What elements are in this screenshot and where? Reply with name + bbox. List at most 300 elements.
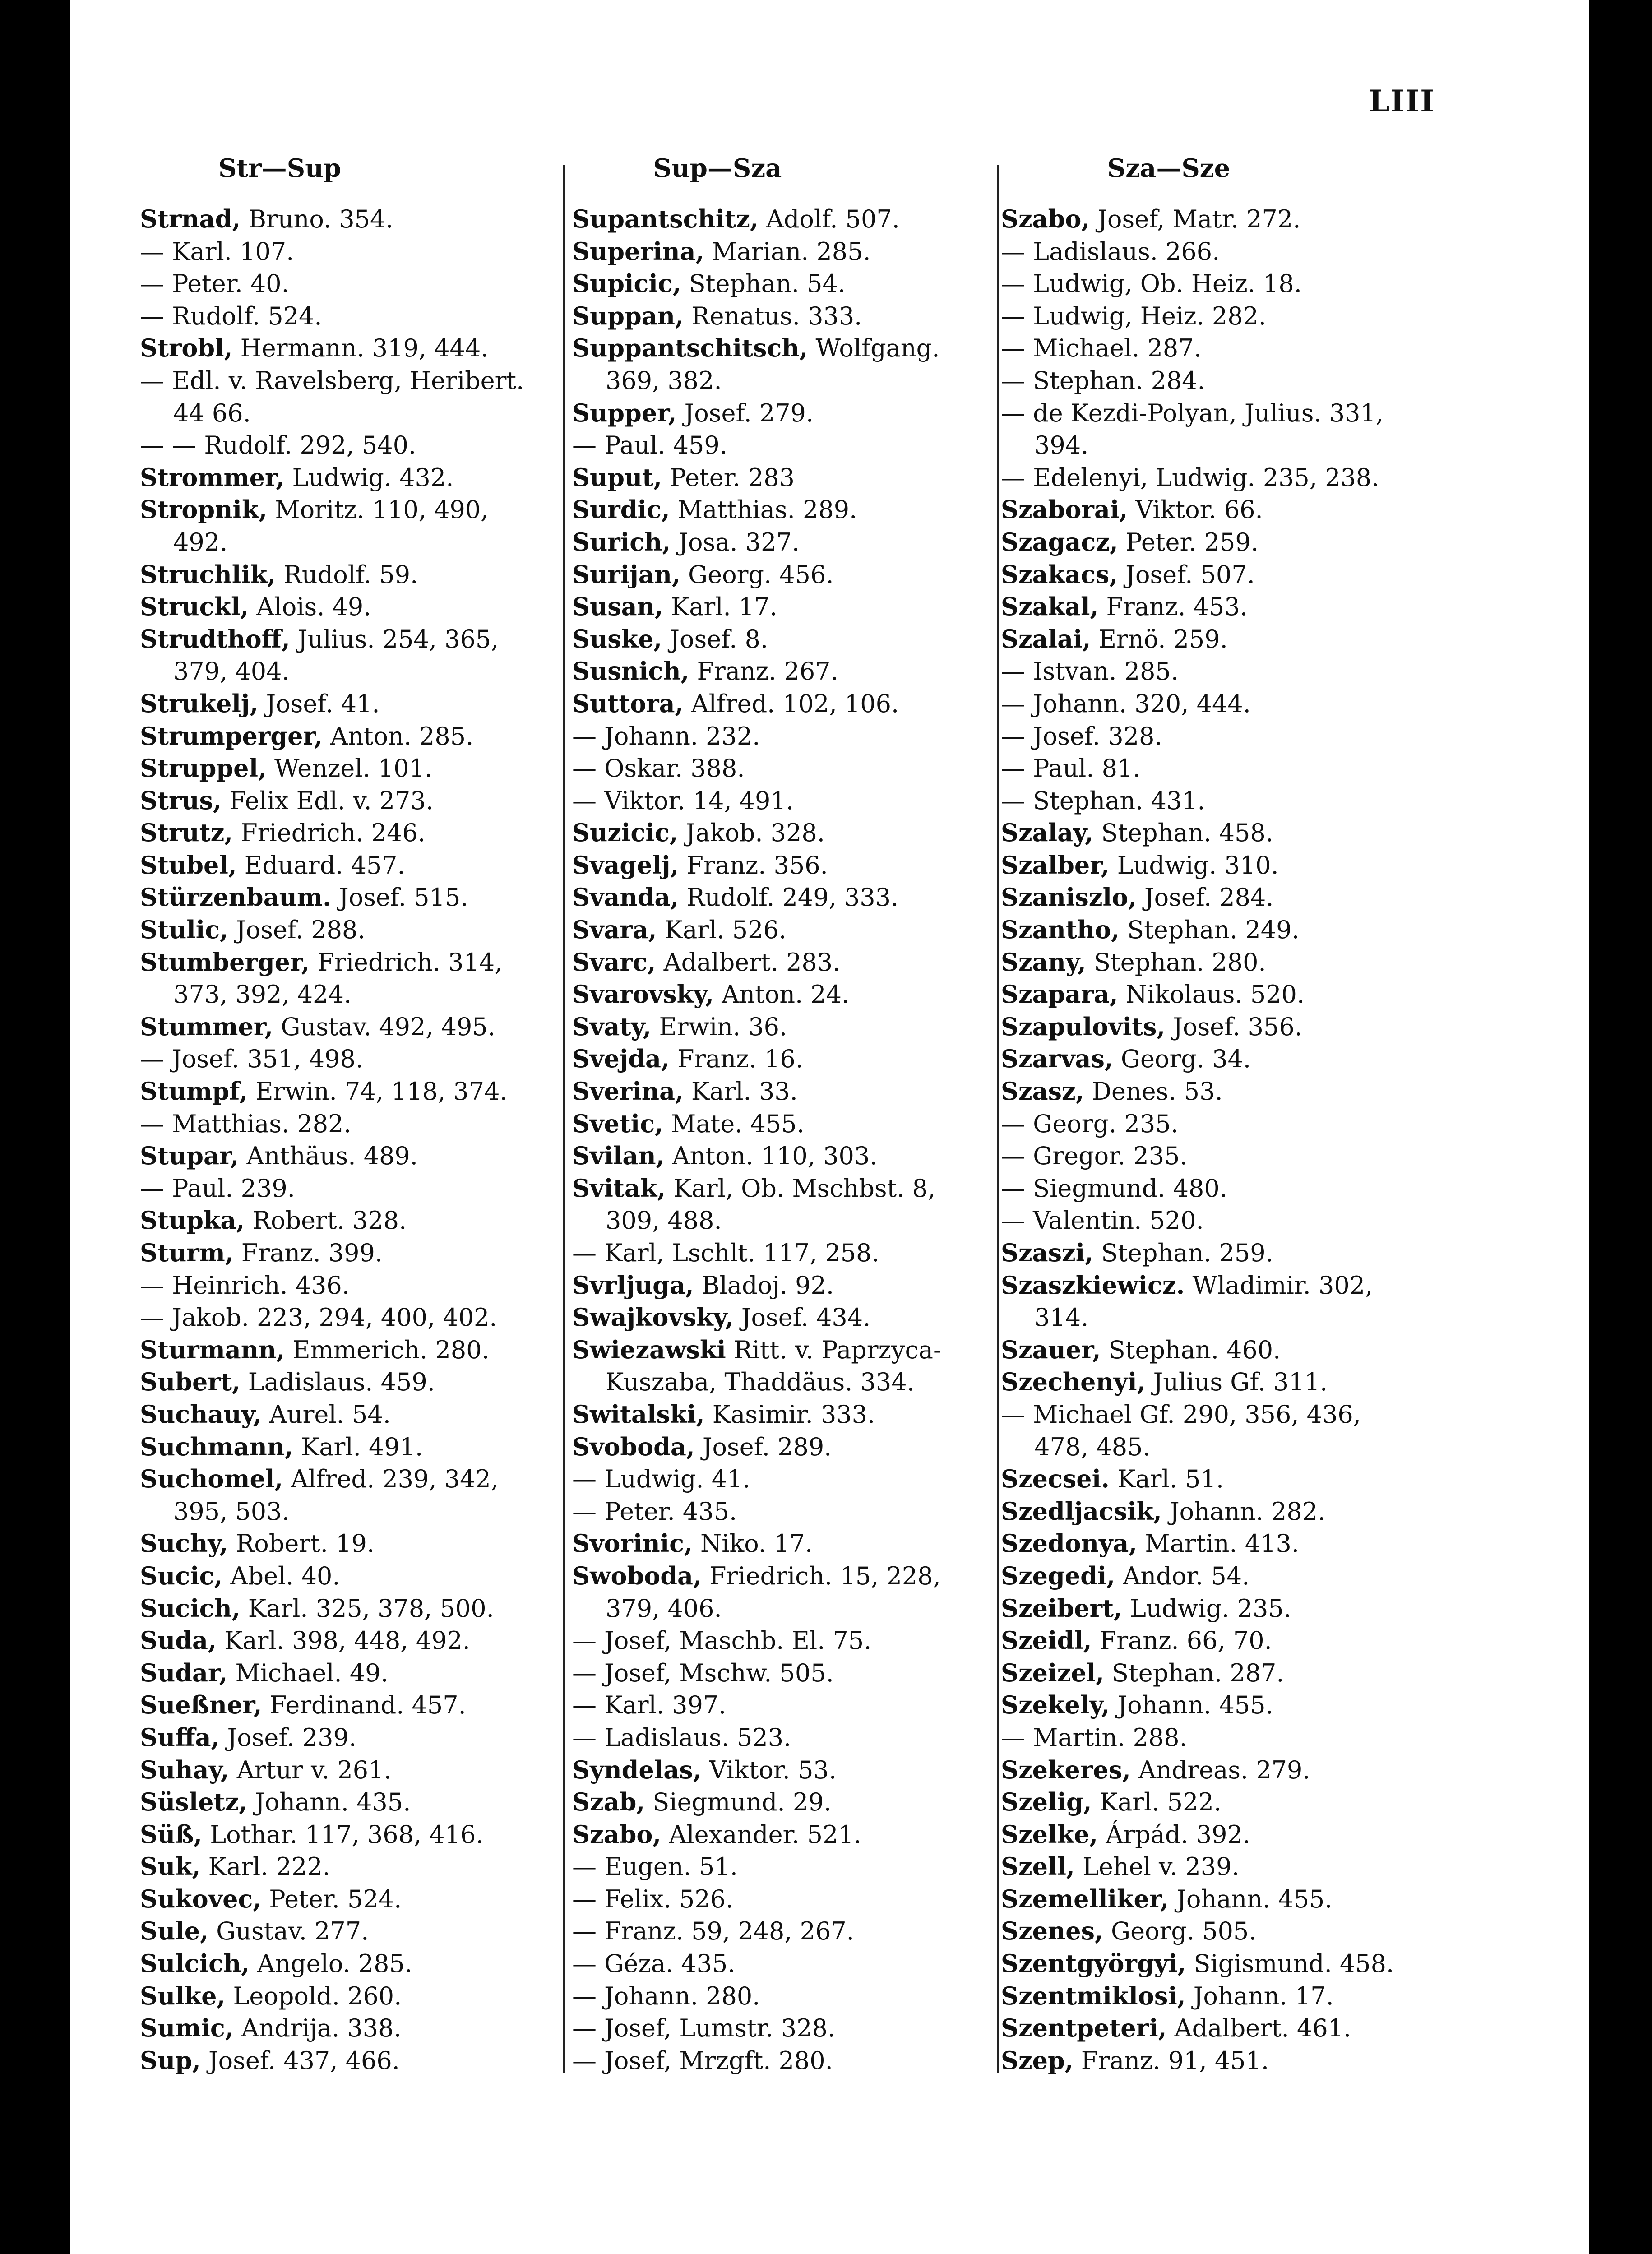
entry-details: Julius Gf. 311. bbox=[1145, 1368, 1328, 1397]
index-entry bbox=[140, 591, 548, 623]
entry-surname: Sueßner, bbox=[140, 1690, 262, 1720]
entry-surname: Szechenyi, bbox=[1001, 1367, 1146, 1397]
index-entry bbox=[140, 1011, 548, 1043]
index-entry bbox=[1001, 1722, 1418, 1754]
entry-surname: Strudthoff, bbox=[140, 624, 290, 653]
index-entry bbox=[572, 236, 985, 268]
entry-surname: Strumperger, bbox=[140, 721, 323, 750]
entry-details: Karl. 51. bbox=[1109, 1465, 1224, 1494]
entry-surname: Strutz, bbox=[140, 818, 233, 847]
index-entry bbox=[1001, 1204, 1418, 1237]
index-entry bbox=[140, 2045, 548, 2077]
entry-details: Friedrich. 314, 373, 392, 424. bbox=[173, 948, 503, 1009]
entry-details: Siegmund. 29. bbox=[645, 1788, 832, 1817]
index-entry bbox=[140, 720, 548, 753]
entry-details: Erwin. 74, 118, 374. bbox=[247, 1077, 508, 1106]
entry-surname: Süß, bbox=[140, 1819, 203, 1849]
entry-details: Johann. 435. bbox=[247, 1788, 411, 1817]
index-entry bbox=[1001, 720, 1418, 753]
entry-details: Wenzel. 101. bbox=[266, 754, 433, 783]
entry-surname: Svilan, bbox=[572, 1141, 665, 1171]
entry-details: Ferdinand. 457. bbox=[262, 1691, 466, 1720]
entry-details: Artur v. 261. bbox=[229, 1755, 392, 1784]
index-entry bbox=[1001, 1108, 1418, 1140]
entry-details: — Siegmund. 480. bbox=[1001, 1174, 1227, 1203]
entry-details: — Georg. 235. bbox=[1001, 1109, 1179, 1138]
index-entry bbox=[140, 1108, 548, 1140]
entry-details: Stephan. 259. bbox=[1093, 1239, 1273, 1267]
entry-details: Moritz. 110, 490, 492. bbox=[173, 495, 489, 556]
index-entry bbox=[140, 785, 548, 817]
entry-details: Josef. 289. bbox=[694, 1432, 832, 1461]
scan-border-right bbox=[1589, 0, 1652, 2254]
entry-surname: Stubel, bbox=[140, 850, 237, 879]
entry-details: Andrija. 338. bbox=[233, 2014, 402, 2043]
index-entry bbox=[140, 1819, 548, 1851]
entry-details: Josef. 279. bbox=[676, 398, 814, 427]
entry-details: — Karl. 397. bbox=[572, 1691, 727, 1720]
index-entry bbox=[140, 2012, 548, 2045]
entry-details: Karl. 325, 378, 500. bbox=[240, 1594, 494, 1623]
index-entry bbox=[572, 1398, 985, 1431]
entry-details: Johann. 17. bbox=[1185, 1981, 1334, 2010]
entry-details: — Heinrich. 436. bbox=[140, 1271, 350, 1300]
entry-surname: Szaszkiewicz. bbox=[1001, 1270, 1185, 1300]
entry-details: Martin. 413. bbox=[1137, 1529, 1300, 1558]
entry-details: Robert. 328. bbox=[245, 1206, 407, 1235]
entry-surname: Struppel, bbox=[140, 754, 267, 783]
entry-details: Friedrich. 246. bbox=[233, 819, 426, 847]
entry-surname: Sverina, bbox=[572, 1077, 684, 1106]
entry-surname: Sup, bbox=[140, 2046, 201, 2075]
index-entry bbox=[1001, 1689, 1418, 1722]
entry-details: Josa. 327. bbox=[671, 528, 800, 556]
index-entry bbox=[572, 1334, 985, 1398]
index-entry bbox=[140, 1172, 548, 1205]
entry-details: Denes. 53. bbox=[1084, 1077, 1223, 1106]
entry-surname: Szegedi, bbox=[1001, 1561, 1115, 1590]
index-entry bbox=[1001, 1172, 1418, 1205]
entry-details: Viktor. 53. bbox=[701, 1755, 837, 1784]
entry-surname: Suchauy, bbox=[140, 1399, 262, 1429]
index-entry bbox=[572, 978, 985, 1011]
index-entry bbox=[572, 1948, 985, 1980]
index-entry bbox=[1001, 365, 1418, 397]
entry-surname: Sumic, bbox=[140, 2013, 234, 2043]
entry-details: Anton. 110, 303. bbox=[664, 1142, 878, 1171]
entry-surname: Szakacs, bbox=[1001, 560, 1118, 589]
index-entry bbox=[572, 1527, 985, 1560]
entry-details: — Ladislaus. 266. bbox=[1001, 237, 1220, 266]
entry-details: — Felix. 526. bbox=[572, 1884, 734, 1913]
entry-surname: Szeizel, bbox=[1001, 1658, 1104, 1687]
index-entry bbox=[1001, 688, 1418, 720]
index-entry bbox=[572, 268, 985, 300]
entry-surname: Sucic, bbox=[140, 1561, 223, 1590]
index-entry bbox=[140, 623, 548, 688]
index-entry bbox=[140, 1301, 548, 1334]
index-entry bbox=[572, 1722, 985, 1754]
entry-details: Anton. 285. bbox=[322, 722, 474, 750]
entry-surname: Strnad, bbox=[140, 204, 241, 233]
index-entry bbox=[1001, 1625, 1418, 1657]
entry-details: Gustav. 492, 495. bbox=[273, 1012, 495, 1041]
entry-surname: Szedonya, bbox=[1001, 1529, 1138, 1558]
entry-details: Matthias. 289. bbox=[670, 495, 857, 524]
column-divider-2 bbox=[997, 165, 999, 2073]
entry-details: Karl. 33. bbox=[683, 1077, 798, 1106]
entry-surname: Switalski, bbox=[572, 1399, 705, 1429]
entry-details: — Josef, Mrzgft. 280. bbox=[572, 2046, 833, 2075]
entry-details: Ladislaus. 459. bbox=[240, 1368, 435, 1397]
entry-surname: Szabo, bbox=[572, 1819, 662, 1849]
entry-details: — Stephan. 284. bbox=[1001, 366, 1205, 395]
entry-surname: Sturm, bbox=[140, 1238, 234, 1267]
index-entry bbox=[140, 332, 548, 365]
index-entry bbox=[1001, 1075, 1418, 1108]
entry-details: Renatus. 333. bbox=[683, 301, 862, 330]
index-entry bbox=[1001, 623, 1418, 656]
index-entry bbox=[140, 1689, 548, 1722]
entry-details: — Ladislaus. 523. bbox=[572, 1723, 791, 1752]
entry-surname: Sulcich, bbox=[140, 1949, 250, 1978]
entry-surname: Szaniszlo, bbox=[1001, 883, 1137, 912]
index-entry bbox=[140, 1754, 548, 1787]
index-entry bbox=[572, 332, 985, 397]
index-entry bbox=[1001, 1560, 1418, 1592]
entry-details: Johann. 282. bbox=[1161, 1497, 1326, 1526]
entry-details: — Oskar. 388. bbox=[572, 754, 745, 783]
entry-details: — Josef, Lumstr. 328. bbox=[572, 2014, 836, 2043]
entry-details: Peter. 524. bbox=[261, 1884, 402, 1913]
index-entry bbox=[140, 1786, 548, 1819]
entry-details: Josef. 437, 466. bbox=[200, 2046, 400, 2075]
index-entry bbox=[1001, 1011, 1418, 1043]
entry-surname: Sturmann, bbox=[140, 1335, 285, 1364]
entry-surname: Stupar, bbox=[140, 1141, 239, 1171]
index-entry bbox=[572, 1140, 985, 1172]
entry-details: Karl. 398, 448, 492. bbox=[216, 1626, 470, 1655]
entry-details: — Michael. 287. bbox=[1001, 334, 1202, 363]
entry-details: — Franz. 59, 248, 267. bbox=[572, 1917, 854, 1946]
entry-surname: Sukovec, bbox=[140, 1884, 262, 1913]
index-entry bbox=[572, 1657, 985, 1689]
index-entry bbox=[140, 1431, 548, 1463]
entry-surname: Suppantschitsch, bbox=[572, 333, 808, 363]
entry-details: Karl. 17. bbox=[663, 592, 777, 621]
index-entry bbox=[1001, 462, 1418, 494]
entry-surname: Szabo, bbox=[1001, 204, 1090, 233]
entry-surname: Susan, bbox=[572, 592, 663, 621]
entry-details: Franz. 267. bbox=[689, 657, 838, 686]
index-entry bbox=[140, 268, 548, 300]
entry-surname: Suk, bbox=[140, 1852, 201, 1881]
index-entry bbox=[140, 365, 548, 429]
entry-surname: Suchmann, bbox=[140, 1432, 293, 1461]
entry-details: — Gregor. 235. bbox=[1001, 1142, 1188, 1171]
entry-details: — Peter. 435. bbox=[572, 1497, 737, 1526]
index-entry bbox=[572, 1819, 985, 1851]
index-entry bbox=[1001, 236, 1418, 268]
index-entry bbox=[1001, 1527, 1418, 1560]
index-entry bbox=[1001, 914, 1418, 946]
page-number: LIII bbox=[1368, 83, 1435, 119]
entry-surname: Swoboda, bbox=[572, 1561, 702, 1590]
entry-surname: Suchy, bbox=[140, 1529, 228, 1558]
index-entry bbox=[572, 300, 985, 333]
entry-surname: Szalber, bbox=[1001, 850, 1110, 879]
entry-surname: Szell, bbox=[1001, 1852, 1075, 1881]
entry-details: Emmerich. 280. bbox=[285, 1335, 490, 1364]
index-entry bbox=[140, 1657, 548, 1689]
entry-surname: Svarovsky, bbox=[572, 980, 714, 1009]
index-entry bbox=[140, 1980, 548, 2013]
entry-surname: Szab, bbox=[572, 1787, 645, 1817]
entry-surname: Szekeres, bbox=[1001, 1755, 1131, 1784]
entry-surname: Supantschitz, bbox=[572, 204, 759, 233]
index-entry bbox=[572, 494, 985, 526]
index-entry bbox=[572, 462, 985, 494]
entry-details: Rudolf. 249, 333. bbox=[679, 883, 899, 912]
entry-details: Karl. 526. bbox=[657, 916, 787, 944]
entry-details: — Josef. 351, 498. bbox=[140, 1045, 364, 1074]
entry-surname: Szeibert, bbox=[1001, 1593, 1122, 1623]
index-entry bbox=[572, 752, 985, 785]
entry-surname: Szaborai, bbox=[1001, 495, 1128, 524]
entry-details: Mate. 455. bbox=[663, 1109, 805, 1138]
index-entry bbox=[572, 1495, 985, 1528]
entry-details: Friedrich. 15, 228, 379, 406. bbox=[606, 1561, 941, 1623]
entry-details: Josef. 8. bbox=[662, 625, 768, 653]
entry-details: — Johann. 280. bbox=[572, 1981, 760, 2010]
entry-surname: Suffa, bbox=[140, 1722, 220, 1752]
entry-details: — Matthias. 282. bbox=[140, 1109, 352, 1138]
entry-surname: Szentpeteri, bbox=[1001, 2013, 1167, 2043]
index-entry bbox=[572, 1108, 985, 1140]
entry-details: Josef. 288. bbox=[228, 916, 366, 944]
entry-surname: Svanda, bbox=[572, 883, 679, 912]
index-entry bbox=[140, 300, 548, 333]
entry-details: Bladoj. 92. bbox=[694, 1271, 834, 1300]
index-entry bbox=[572, 1075, 985, 1108]
index-entry bbox=[140, 1883, 548, 1916]
entry-surname: Suttora, bbox=[572, 689, 684, 718]
entry-surname: Subert, bbox=[140, 1367, 241, 1397]
entry-details: — Ludwig, Heiz. 282. bbox=[1001, 301, 1267, 330]
entry-surname: Stropnik, bbox=[140, 495, 268, 524]
entry-details: Josef. 515. bbox=[331, 883, 468, 912]
entry-surname: Szapara, bbox=[1001, 980, 1118, 1009]
entry-surname: Stumberger, bbox=[140, 947, 310, 977]
index-entry bbox=[1001, 2045, 1418, 2077]
entry-details: Kasimir. 333. bbox=[704, 1400, 875, 1429]
index-entry bbox=[140, 1334, 548, 1366]
index-entry bbox=[1001, 203, 1418, 236]
entry-details: Alfred. 239, 342, 395, 503. bbox=[173, 1465, 499, 1526]
index-entry bbox=[572, 429, 985, 462]
index-entry bbox=[140, 429, 548, 462]
column-divider-1 bbox=[563, 165, 565, 2073]
entry-details: Gustav. 277. bbox=[208, 1917, 369, 1946]
entry-surname: Sulke, bbox=[140, 1981, 226, 2010]
entry-details: Ludwig. 310. bbox=[1109, 851, 1279, 879]
index-column-1 bbox=[140, 203, 548, 2077]
entry-surname: Surijan, bbox=[572, 560, 680, 589]
entry-details: Viktor. 66. bbox=[1128, 495, 1263, 524]
entry-details: Johann. 455. bbox=[1110, 1691, 1273, 1720]
entry-details: Josef. 434. bbox=[733, 1303, 871, 1332]
entry-details: Karl. 522. bbox=[1092, 1788, 1222, 1817]
entry-details: — Rudolf. 524. bbox=[140, 301, 322, 330]
column-header-2: Sup—Sza bbox=[653, 153, 782, 183]
index-entry bbox=[1001, 1883, 1418, 1916]
index-entry bbox=[140, 849, 548, 882]
entry-details: — Josef. 328. bbox=[1001, 722, 1162, 750]
entry-details: — Paul. 459. bbox=[572, 431, 727, 460]
entry-details: Leopold. 260. bbox=[225, 1981, 402, 2010]
entry-surname: Szelke, bbox=[1001, 1819, 1098, 1849]
entry-surname: Svagelj, bbox=[572, 850, 679, 879]
index-entry bbox=[140, 817, 548, 849]
entry-details: — Istvan. 285. bbox=[1001, 657, 1179, 686]
entry-details: Árpád. 392. bbox=[1098, 1820, 1250, 1849]
entry-surname: Struchlik, bbox=[140, 560, 276, 589]
index-entry bbox=[140, 559, 548, 591]
index-entry bbox=[572, 817, 985, 849]
index-entry bbox=[572, 946, 985, 979]
entry-surname: Szecsei. bbox=[1001, 1464, 1110, 1494]
entry-surname: Suske, bbox=[572, 624, 662, 653]
index-entry bbox=[1001, 849, 1418, 882]
index-entry bbox=[1001, 1237, 1418, 1269]
index-entry bbox=[572, 1172, 985, 1237]
entry-details: Niko. 17. bbox=[692, 1529, 813, 1558]
entry-details: Karl. 222. bbox=[200, 1852, 330, 1881]
index-entry bbox=[1001, 494, 1418, 526]
entry-details: Josef. 284. bbox=[1136, 883, 1274, 912]
index-entry bbox=[1001, 1043, 1418, 1075]
entry-details: Ernö. 259. bbox=[1091, 625, 1228, 653]
index-entry bbox=[1001, 655, 1418, 688]
entry-details: Karl, Ob. Mschbst. 8, 309, 488. bbox=[606, 1174, 936, 1235]
entry-surname: Szagacz, bbox=[1001, 527, 1118, 556]
entry-details: — Josef, Mschw. 505. bbox=[572, 1658, 834, 1687]
entry-surname: Superina, bbox=[572, 236, 704, 266]
entry-details: Franz. 453. bbox=[1098, 592, 1248, 621]
entry-surname: Stummer, bbox=[140, 1012, 273, 1041]
index-entry bbox=[1001, 1915, 1418, 1948]
entry-details: Jakob. 328. bbox=[678, 819, 825, 847]
index-entry bbox=[140, 688, 548, 720]
entry-surname: Stumpf, bbox=[140, 1077, 248, 1106]
index-entry bbox=[1001, 1948, 1418, 1980]
entry-details: — Edl. v. Ravelsberg, Heribert. 44 66. bbox=[140, 366, 524, 427]
index-entry bbox=[572, 591, 985, 623]
index-entry bbox=[1001, 1269, 1418, 1334]
index-entry bbox=[572, 1431, 985, 1463]
index-entry bbox=[572, 1915, 985, 1948]
entry-surname: Szekely, bbox=[1001, 1690, 1110, 1720]
index-entry bbox=[1001, 785, 1418, 817]
index-entry bbox=[1001, 2012, 1418, 2045]
index-entry bbox=[1001, 946, 1418, 979]
index-entry bbox=[140, 1075, 548, 1108]
index-entry bbox=[140, 914, 548, 946]
index-entry bbox=[140, 752, 548, 785]
entry-details: Alexander. 521. bbox=[661, 1820, 862, 1849]
index-entry bbox=[1001, 1592, 1418, 1625]
entry-surname: Susnich, bbox=[572, 657, 689, 686]
entry-details: Rudolf. 59. bbox=[276, 560, 418, 589]
entry-details: Johann. 455. bbox=[1169, 1884, 1333, 1913]
index-entry bbox=[572, 203, 985, 236]
index-entry bbox=[140, 1463, 548, 1527]
index-entry bbox=[572, 914, 985, 946]
index-entry bbox=[572, 1043, 985, 1075]
index-entry bbox=[572, 1269, 985, 1302]
entry-details: — Viktor. 14, 491. bbox=[572, 786, 794, 815]
entry-surname: Szany, bbox=[1001, 947, 1086, 977]
entry-surname: Suzicic, bbox=[572, 818, 678, 847]
entry-details: Erwin. 36. bbox=[651, 1012, 787, 1041]
entry-details: — Johann. 320, 444. bbox=[1001, 689, 1251, 718]
index-entry bbox=[140, 462, 548, 494]
entry-details: Georg. 34. bbox=[1113, 1045, 1251, 1074]
index-entry bbox=[1001, 1657, 1418, 1689]
entry-details: Georg. 456. bbox=[680, 560, 834, 589]
entry-surname: Supper, bbox=[572, 398, 677, 427]
index-entry bbox=[1001, 268, 1418, 300]
entry-details: Wolfgang. 369, 382. bbox=[606, 334, 940, 395]
index-entry bbox=[1001, 332, 1418, 365]
scan-border-left bbox=[0, 0, 70, 2254]
index-entry bbox=[1001, 591, 1418, 623]
index-entry bbox=[140, 1625, 548, 1657]
entry-surname: Szemelliker, bbox=[1001, 1884, 1169, 1913]
index-column-2 bbox=[572, 203, 985, 2077]
index-entry bbox=[572, 1980, 985, 2013]
entry-surname: Suchomel, bbox=[140, 1464, 283, 1494]
index-entry bbox=[140, 1366, 548, 1398]
entry-surname: Suhay, bbox=[140, 1755, 229, 1784]
index-entry bbox=[140, 494, 548, 558]
entry-details: Bruno. 354. bbox=[241, 205, 393, 233]
entry-surname: Strobl, bbox=[140, 333, 233, 363]
entry-details: Eduard. 457. bbox=[236, 851, 405, 879]
index-entry bbox=[572, 720, 985, 753]
entry-details: Adalbert. 283. bbox=[656, 948, 841, 977]
index-entry bbox=[572, 1301, 985, 1334]
entry-surname: Szeidl, bbox=[1001, 1626, 1092, 1655]
index-entry bbox=[572, 655, 985, 688]
index-entry bbox=[140, 1043, 548, 1075]
entry-surname: Surdic, bbox=[572, 495, 670, 524]
index-entry bbox=[572, 2012, 985, 2045]
index-entry bbox=[1001, 817, 1418, 849]
index-entry bbox=[572, 623, 985, 656]
entry-surname: Svejda, bbox=[572, 1044, 670, 1074]
entry-details: Stephan. 458. bbox=[1093, 819, 1273, 847]
index-entry bbox=[1001, 1140, 1418, 1172]
entry-details: Marian. 285. bbox=[704, 237, 871, 266]
entry-details: Abel. 40. bbox=[222, 1561, 340, 1590]
entry-surname: Svorinic, bbox=[572, 1529, 693, 1558]
index-entry bbox=[572, 881, 985, 914]
index-entry bbox=[1001, 978, 1418, 1011]
entry-details: — Géza. 435. bbox=[572, 1949, 736, 1978]
index-column-3 bbox=[1001, 203, 1418, 2077]
entry-surname: Syndelas, bbox=[572, 1755, 702, 1784]
